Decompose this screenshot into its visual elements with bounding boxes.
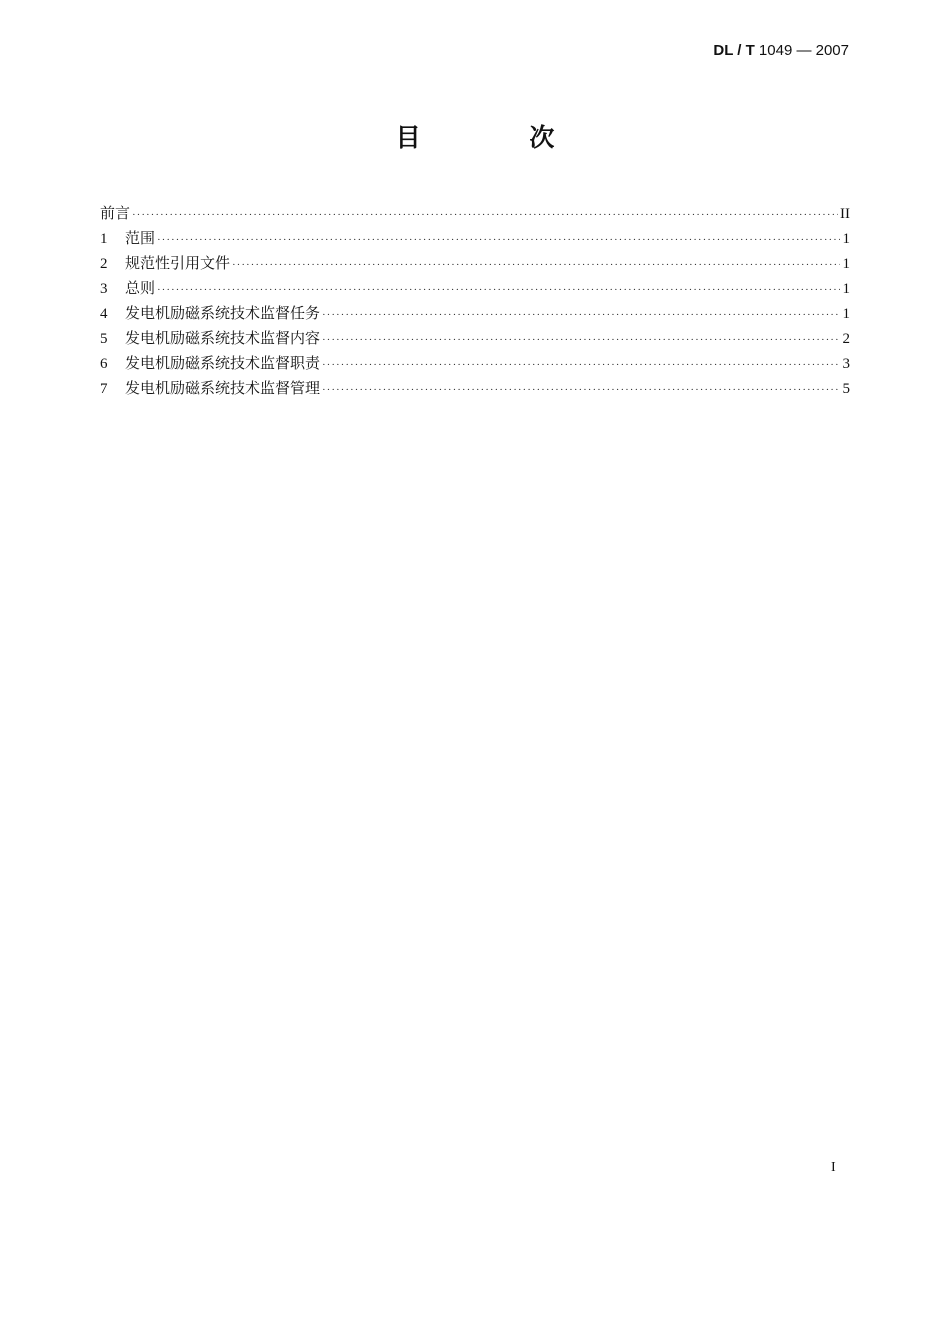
toc-entry-number: 3 xyxy=(100,281,108,297)
toc-entry-text: 范围 xyxy=(125,229,156,247)
toc-entry-number: 4 xyxy=(100,306,108,322)
toc-entry-6[interactable] xyxy=(100,351,850,376)
toc-leader-dots xyxy=(157,228,840,253)
toc-page-number: II xyxy=(840,206,850,222)
toc-page-number: 1 xyxy=(842,281,850,297)
page-number: I xyxy=(831,1160,836,1175)
toc-page-number: 1 xyxy=(842,231,850,247)
toc-entry-text: 总则 xyxy=(125,279,156,297)
standard-code xyxy=(713,42,849,59)
toc-entry-4[interactable] xyxy=(100,301,850,326)
toc-entry-text: 发电机励磁系统技术监督内容 xyxy=(125,329,321,347)
toc-entry-text: 发电机励磁系统技术监督职责 xyxy=(125,354,321,372)
toc-entry-text: 发电机励磁系统技术监督管理 xyxy=(125,379,321,397)
toc-page-number: 2 xyxy=(842,331,850,347)
toc-entry-text: 前言 xyxy=(100,204,131,222)
toc-entry-number: 2 xyxy=(100,256,108,272)
toc-leader-dots xyxy=(322,378,840,403)
toc-page-number: 1 xyxy=(842,306,850,322)
toc-entry-foreword[interactable] xyxy=(100,201,850,226)
toc-entry-7[interactable] xyxy=(100,376,850,401)
toc-leader-dots xyxy=(232,253,840,278)
standard-number: 1049 — 2007 xyxy=(758,42,849,59)
toc-page-number: 3 xyxy=(842,356,850,372)
toc-entry-3[interactable] xyxy=(100,276,850,301)
toc-leader-dots xyxy=(322,353,840,378)
toc-entry-2[interactable] xyxy=(100,251,850,276)
toc-leader-dots xyxy=(157,278,840,303)
standard-prefix: DL / T xyxy=(713,42,755,59)
toc-entry-number: 6 xyxy=(100,356,108,372)
toc-entry-text: 规范性引用文件 xyxy=(125,254,231,272)
toc-leader-dots xyxy=(322,303,840,328)
toc-entry-5[interactable] xyxy=(100,326,850,351)
toc-page-number: 5 xyxy=(842,381,850,397)
page-title: 目 次 xyxy=(395,123,605,152)
toc-entry-1[interactable] xyxy=(100,226,850,251)
toc-entry-text: 发电机励磁系统技术监督任务 xyxy=(125,304,321,322)
toc-entry-number: 5 xyxy=(100,331,108,347)
toc-page-number: 1 xyxy=(842,256,850,272)
toc-leader-dots xyxy=(322,328,840,353)
toc-entry-number: 7 xyxy=(100,381,108,397)
toc-leader-dots xyxy=(132,203,838,228)
table-of-contents xyxy=(100,201,850,401)
toc-entry-number: 1 xyxy=(100,231,108,247)
